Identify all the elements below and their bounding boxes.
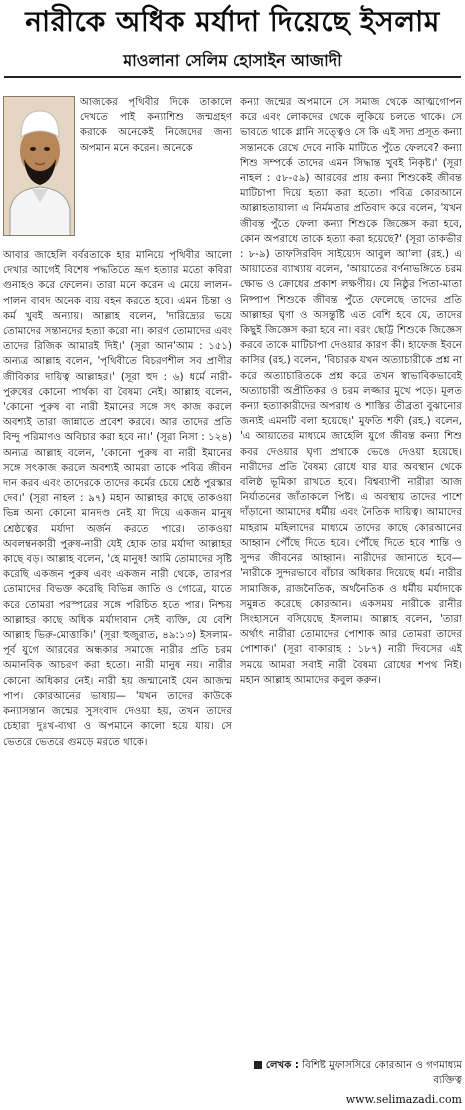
- author-note-label: লেখক :: [265, 1060, 299, 1071]
- square-bullet-icon: [254, 1061, 262, 1069]
- article-intro-paragraph: [80, 95, 232, 247]
- article-right-column: [240, 95, 462, 1085]
- right-column-text: কন্যা জন্মের অপমানে সে সমাজ থেকে আত্মগোপন করে এবং লোকদের থেকে লুকিয়ে চলতে থাকে। সে ভাবতে থাকে গ্লানি সত্ত্বেও সে কি এই সদ্য প্রসূত কন্যা সন্তানকে রেখে দেবে নাকি মাটিতে পুঁতে ফেলবে? কন্যা শিশু সম্পর্কে তাদের এমন সিদ্ধান্ত খুবই নিকৃষ্ট।' (সূরা নাহল : ৫৮-৫৯) আরবের প্রায় কন্যা শিশুকেই জীবন্ত মাটিচাপা দিয়ে হত্যা করা হতো। পবিত্র কোরআনে আল্লাহতায়ালা এ নির্মমতার প্রতিবাদ করে বলেন, 'যখন জীবন্ত পুঁতে ফেলা কন্যা শিশুকে জিজ্ঞেস করা হবে, কোন অপরাধে তাকে হত্যা করা হয়েছে?' (সূরা তাকভীর : ৮-৯) তাফসিরবিদ সাইয়্যেদ আবুল আ'লা (রহ.) এ আয়াতের ব্যাখ্যায় বলেন, 'আয়াতের বর্ণনাভঙ্গিতে চরম ক্ষোভ ও ক্রোধের প্রকাশ লক্ষণীয়। যে নিষ্ঠুর পিতা-মাতা নিষ্পাপ শিশুকে জীবন্ত পুঁতে ফেলেছে তাদের প্রতি আল্লাহর ঘৃণা ও অসন্তুষ্টি এত বেশি হবে যে, তাদের কিছুই জিজ্ঞেস করা হবে না। বরং ছোট্ট শিশুকে জিজ্ঞেস করবে তাকে মাটিচাপা দেওয়ার কারণ কী। হাফেজ ইবনে কাসির (রহ.) বলেন, 'বিচারক যখন অত্যাচারীকে প্রশ্ন না করে অত্যাচারিতকে প্রশ্ন করে তখন স্বাভাবিকভাবেই অত্যাচারী অপ্রীতিকর ও চরম লজ্জার মুখে পড়ে। মূলত কন্যা হত্যাকারীদের অপরাধ ও শাস্তির তীব্রতা বুঝানোর জন্যই এমনটি বলা হয়েছে।' মুফতি শফী (রহ.) বলেন, 'এ আয়াতের মাধ্যমে জাহেলি যুগে জীবন্ত কন্যা শিশু কবর দেওয়ার ঘৃণ্য প্রথাকে ভেঙে দেওয়া হয়েছে। নারীদের প্রতি বৈষম্য রোধে যার যার অবস্থান থেকে বলিষ্ঠ ভূমিকা রাখতে হবে। বিশ্বব্যাপী নারীরা আজ নির্যাতনের জাঁতাকলে পিষ্ট। এ অবস্থায় তাদের পাশে দাঁড়ানো আমাদের ধর্মীয় এবং নৈতিক দায়িত্ব। আমাদের মাহরাম মহিলাদের মাধ্যমে তাদের কাছে কোরআনের আহ্বান পৌঁছে দিতে হবে। পৌঁছে দিতে হবে শান্তি ও সুন্দর জীবনের আহ্বান। নারীদের জানাতে হবে— 'নারীকে সুন্দরভাবে বাঁচার অধিকার দিয়েছে ধর্ম। নারীর সামাজিক, রাজনৈতিক, অর্থনৈতিক ও ধর্মীয় মর্যাদাকে সমুন্নত করেছে কোরআন। একসময় নারীকে রানীর সিংহাসনে বসিয়েছে ইসলাম। আল্লাহ বলেন, 'তারা অর্থাৎ নারীরা তোমাদের পোশাক আর তোমরা তাদের পোশাক।' (সূরা বাকারাহ : ১৮৭) নারী দিবসের এই সময়ে আমরা সবাই নারী বৈষম্য রোধের শপথ নিই। মহান আল্লাহ আমাদের কবুল করুন।: [240, 97, 462, 686]
- intro-text: আজকের পৃথিবীর দিকে তাকালে দেখতে পাই কন্যাশিশু জন্মগ্রহণ করাকে অনেকেই নিজেদের জন্য অপমান মনে করেন। অনেকে: [80, 97, 232, 154]
- article-headline: নারীকে অধিক মর্যাদা দিয়েছে ইসলাম: [25, 5, 440, 38]
- author-portrait-icon: [3, 96, 75, 236]
- author-note: [240, 1058, 462, 1090]
- website-link[interactable]: www.selimazadi.com: [345, 1093, 462, 1106]
- header-divider: [4, 76, 461, 78]
- author-byline: মাওলানা সেলিম হোসাইন আজাদী: [123, 51, 342, 70]
- article-left-column: [3, 248, 232, 1106]
- author-note-text: বিশিষ্ট মুফাসসিরে কোরআন ও গণমাধ্যম ব্যক্তিত্ব: [302, 1060, 462, 1086]
- left-column-text: আবার জাহেলি বর্বরতাকে হার মানিয়ে পৃথিবীর আলো দেখার আগেই বিশেষ পদ্ধতিতে ভ্রূণ হত্যার মতো কবিরা গুনাহও করে ফেলেন। তারা মনে করেন এ মেয়ে লালন-পালন বাবদ অনেক ব্যয় বহন করতে হবে। এমন চিন্তা ও কর্ম খুবই অন্যায়। আল্লাহ বলেন, 'দারিদ্র্যের ভয়ে তোমাদের সন্তানদের হত্যা করো না। কারণ তোমাদের এবং তাদের রিজিক আমারই দিই।' (সূরা আন'আম : ১৫১) অন্যত্র আল্লাহ বলেন, 'পৃথিবীতে বিচরণশীল সব প্রাণীর জীবিকার দায়িত্ব আল্লাহর।' (সূরা হুদ : ৬) ধর্মে নারী-পুরুষের কোনো পার্থক্য বা বৈষম্য নেই। আল্লাহ বলেন, 'কোনো পুরুষ বা নারী ইমানের সঙ্গে সৎ কাজ করলে অবশ্যই তারা জান্নাতে প্রবেশ করবে। আর তাদের প্রতি বিন্দু পরিমাণও অবিচার করা হবে না।' (সূরা নিসা : ১২৪) অন্যত্র আল্লাহ বলেন, 'কোনো পুরুষ বা নারী ইমানের সঙ্গে সৎকাজ করলে অবশ্যই আমরা তাকে পবিত্র জীবন দান করব এবং তাদেরকে তাদের কর্মের চেয়ে শ্রেষ্ঠ পুরস্কার দেব।' (সূরা নাহল : ৯৭) মহান আল্লাহর কাছে তাকওয়া ভিন্ন অন্য কোনো মানদণ্ড নেই যা দিয়ে একজন মানুষ শ্রেষ্ঠত্বের মর্যাদা অর্জন করতে পারে। তাকওয়া অবলম্বনকারী পুরুষ-নারী যেই হোক তার মর্যাদা আল্লাহর কাছে বড়। আল্লাহ বলেন, 'হে মানুষ! আমি তোমাদের সৃষ্টি করেছি একজন পুরুষ এবং একজন নারী থেকে, তারপর তোমাদের বিভক্ত করেছি বিভিন্ন জাতি ও গোত্রে, যাতে করে তোমরা পরস্পরের সঙ্গে পরিচিত হতে পার। নিশ্চয় আল্লাহর কাছে অধিক মর্যাদাবান সেই ব্যক্তি, যে বেশি আল্লাহ ভিরু-মোত্তাকি।' (সূরা হুজুরাত, ৪৯:১৩) ইসলাম-পূর্ব যুগে আরবের অন্ধকার সমাজে নারীর প্রতি চরম অমানবিক আচরণ করা হতো। নারী মানুষ নয়। নারীর কোনো অধিকার নেই। নারী হয় জন্মানোই যেন আজন্ম পাপ। কোরআনের ভাষায়— 'যখন তাদের কাউকে কন্যাসন্তান জন্মের সুসংবাদ দেওয়া হয়, তখন তাদের চেহারা দুঃখ-ব্যথা ও অপমানে কালো হয়ে যায়। সে ভেতরে ভেতরে গুমড়ে মরতে থাকে।: [3, 250, 232, 748]
